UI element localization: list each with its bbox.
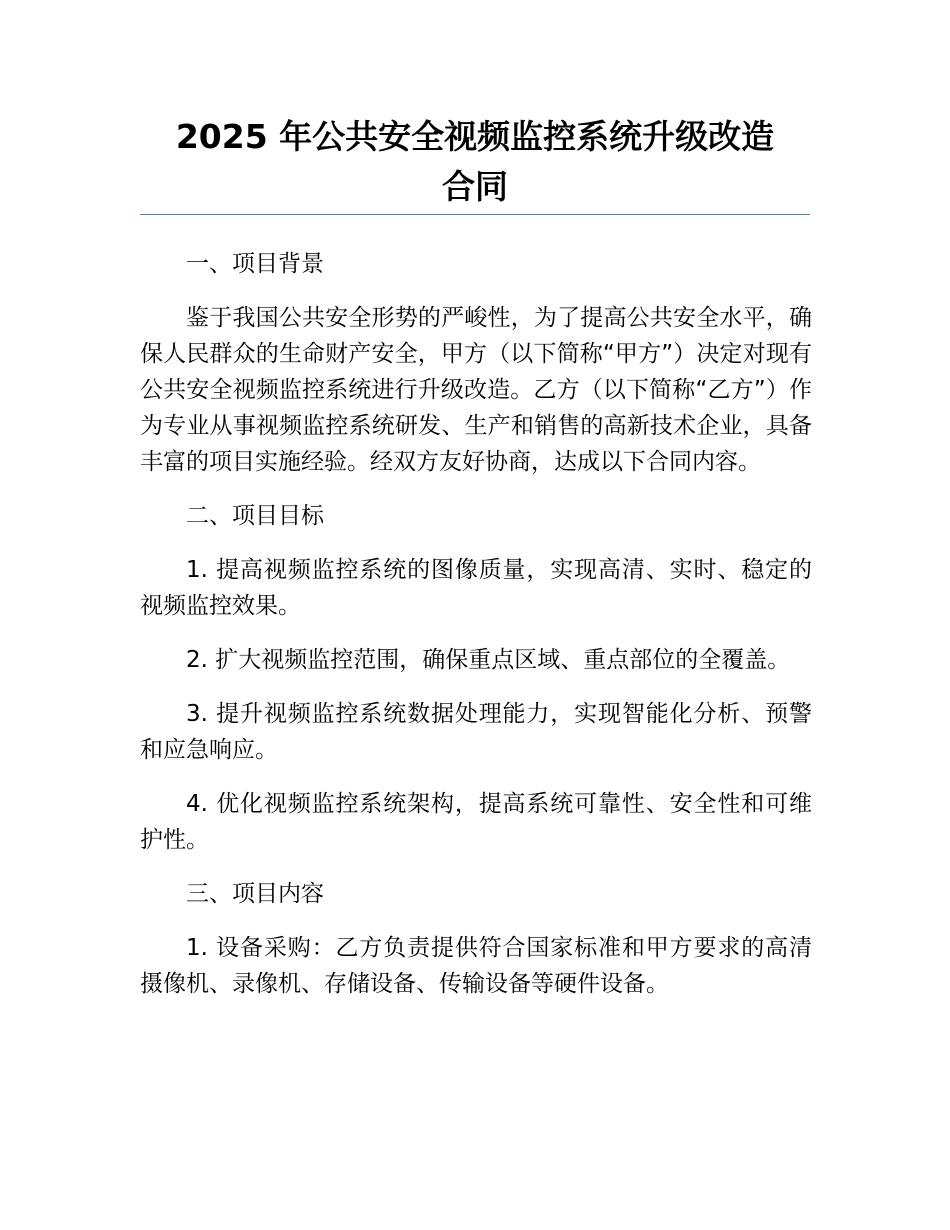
document-title-line1: 2025 年公共安全视频监控系统升级改造 bbox=[175, 117, 775, 156]
document-title bbox=[140, 112, 810, 212]
section-heading-goals: 二、项目目标 bbox=[186, 503, 324, 529]
background-paragraph: 鉴于我国公共安全形势的严峻性，为了提高公共安全水平，确保人民群众的生命财产安全，甲方（以下简称“甲方”）决定对现有公共安全视频监控系统进行升级改造。乙方（以下简称“乙方”）作为专业从事视频监控系统研发、生产和销售的高新技术企业，具备丰富的项目实施经验。经双方友好协商，达成以下合同内容。 bbox=[140, 305, 812, 475]
goal-item-4: 4. 优化视频监控系统架构，提高系统可靠性、安全性和可维护性。 bbox=[140, 791, 812, 853]
content-item-1: 1. 设备采购：乙方负责提供符合国家标准和甲方要求的高清摄像机、录像机、存储设备、传输设备等硬件设备。 bbox=[140, 935, 812, 997]
section-heading-background: 一、项目背景 bbox=[186, 251, 324, 277]
section-heading-content: 三、项目内容 bbox=[186, 881, 324, 907]
goal-item-3: 3. 提升视频监控系统数据处理能力，实现智能化分析、预警和应急响应。 bbox=[140, 701, 812, 763]
document-title-line2: 合同 bbox=[442, 167, 508, 206]
goal-item-1: 1. 提高视频监控系统的图像质量，实现高清、实时、稳定的视频监控效果。 bbox=[140, 557, 812, 619]
goal-item-2: 2. 扩大视频监控范围，确保重点区域、重点部位的全覆盖。 bbox=[186, 647, 791, 673]
document-body bbox=[140, 246, 812, 1020]
title-underline bbox=[140, 214, 810, 215]
